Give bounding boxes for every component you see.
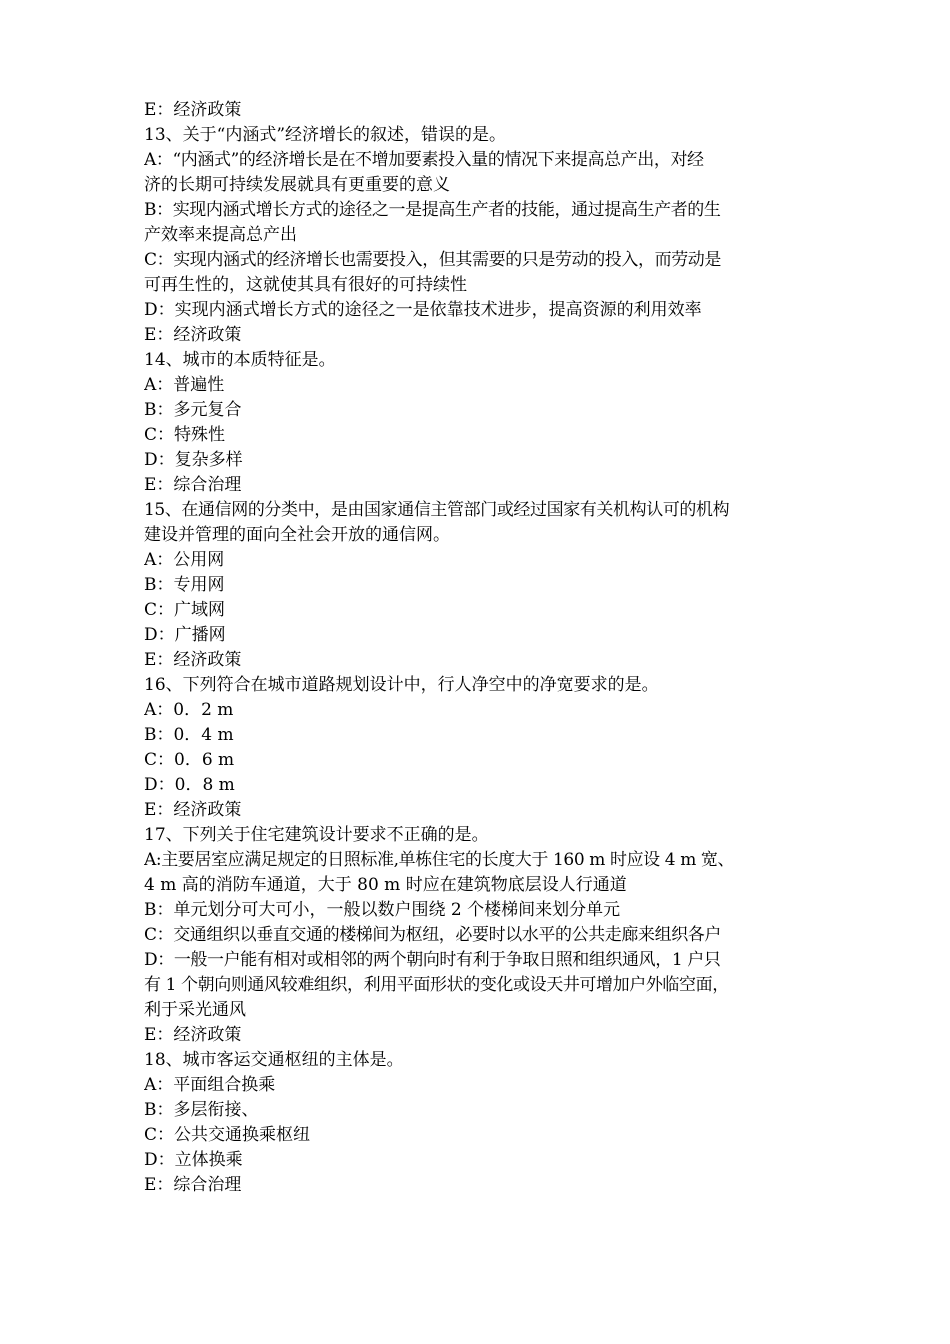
question-16: 16、下列符合在城市道路规划设计中，行人净空中的净宽要求的是。	[144, 675, 659, 695]
text-line: E：经济政策	[144, 650, 242, 670]
text-line: B：多层衔接、	[144, 1100, 259, 1120]
text-line: A：普遍性	[144, 375, 225, 395]
text-line: E：经济政策	[144, 1025, 242, 1045]
text-line: B：单元划分可大可小，一般以数户围绕 2 个楼梯间来划分单元	[144, 900, 621, 920]
text-line: B：0．4 m	[144, 725, 234, 745]
question-13: 13、关于“内涵式”经济增长的叙述，错误的是。	[144, 125, 507, 145]
text-line: C：广域网	[144, 600, 226, 620]
text-line: E：经济政策	[144, 100, 242, 120]
text-line: E：综合治理	[144, 1175, 242, 1195]
text-line: 产效率来提高总产出	[144, 225, 297, 245]
text-line: C：公共交通换乘枢纽	[144, 1125, 311, 1145]
text-line: B：多元复合	[144, 400, 242, 420]
question-18: 18、城市客运交通枢纽的主体是。	[144, 1050, 404, 1070]
text-line: A:主要居室应满足规定的日照标准,单栋住宅的长度大于 160 m 时应设 4 m 宽、	[144, 850, 735, 870]
text-line: B：专用网	[144, 575, 225, 595]
text-line: B：实现内涵式增长方式的途径之一是提高生产者的技能，通过提高生产者的生	[144, 200, 721, 220]
text-line: D：立体换乘	[144, 1150, 243, 1170]
text-line: 4 m 高的消防车通道，大于 80 m 时应在建筑物底层设人行通道	[144, 875, 627, 895]
text-line: 可再生性的，这就使其具有很好的可持续性	[144, 275, 467, 295]
text-line: D：实现内涵式增长方式的途径之一是依靠技术进步，提高资源的利用效率	[144, 300, 702, 320]
text-line: 利于采光通风	[144, 1000, 246, 1020]
text-line: 有 1 个朝向则通风较难组织，利用平面形状的变化或设天井可增加户外临空面，	[144, 975, 729, 995]
text-line: E：经济政策	[144, 325, 242, 345]
text-line: C：特殊性	[144, 425, 226, 445]
question-17: 17、下列关于住宅建筑设计要求不正确的是。	[144, 825, 489, 845]
text-line: D：广播网	[144, 625, 226, 645]
text-line: A：0．2 m	[144, 700, 234, 720]
question-14: 14、城市的本质特征是。	[144, 350, 336, 370]
document-page	[144, 98, 809, 1198]
text-line: E：综合治理	[144, 475, 242, 495]
question-15: 15、在通信网的分类中，是由国家通信主管部门或经过国家有关机构认可的机构	[144, 500, 730, 520]
text-line: 济的长期可持续发展就具有更重要的意义	[144, 175, 450, 195]
text-line: A：公用网	[144, 550, 225, 570]
text-line: 建设并管理的面向全社会开放的通信网。	[144, 525, 450, 545]
text-line: C：交通组织以垂直交通的楼梯间为枢纽，必要时以水平的公共走廊来组织各户	[144, 925, 722, 945]
text-line: D：复杂多样	[144, 450, 243, 470]
text-line: E：经济政策	[144, 800, 242, 820]
text-line: C：0．6 m	[144, 750, 235, 770]
text-line: A：“内涵式”的经济增长是在不增加要素投入量的情况下来提高总产出，对经	[144, 150, 704, 170]
text-line: C：实现内涵式的经济增长也需要投入，但其需要的只是劳动的投入，而劳动是	[144, 250, 722, 270]
text-line: A：平面组合换乘	[144, 1075, 276, 1095]
text-line: D：一般一户能有相对或相邻的两个朝向时有利于争取日照和组织通风，1 户只	[144, 950, 721, 970]
text-line: D：0．8 m	[144, 775, 235, 795]
